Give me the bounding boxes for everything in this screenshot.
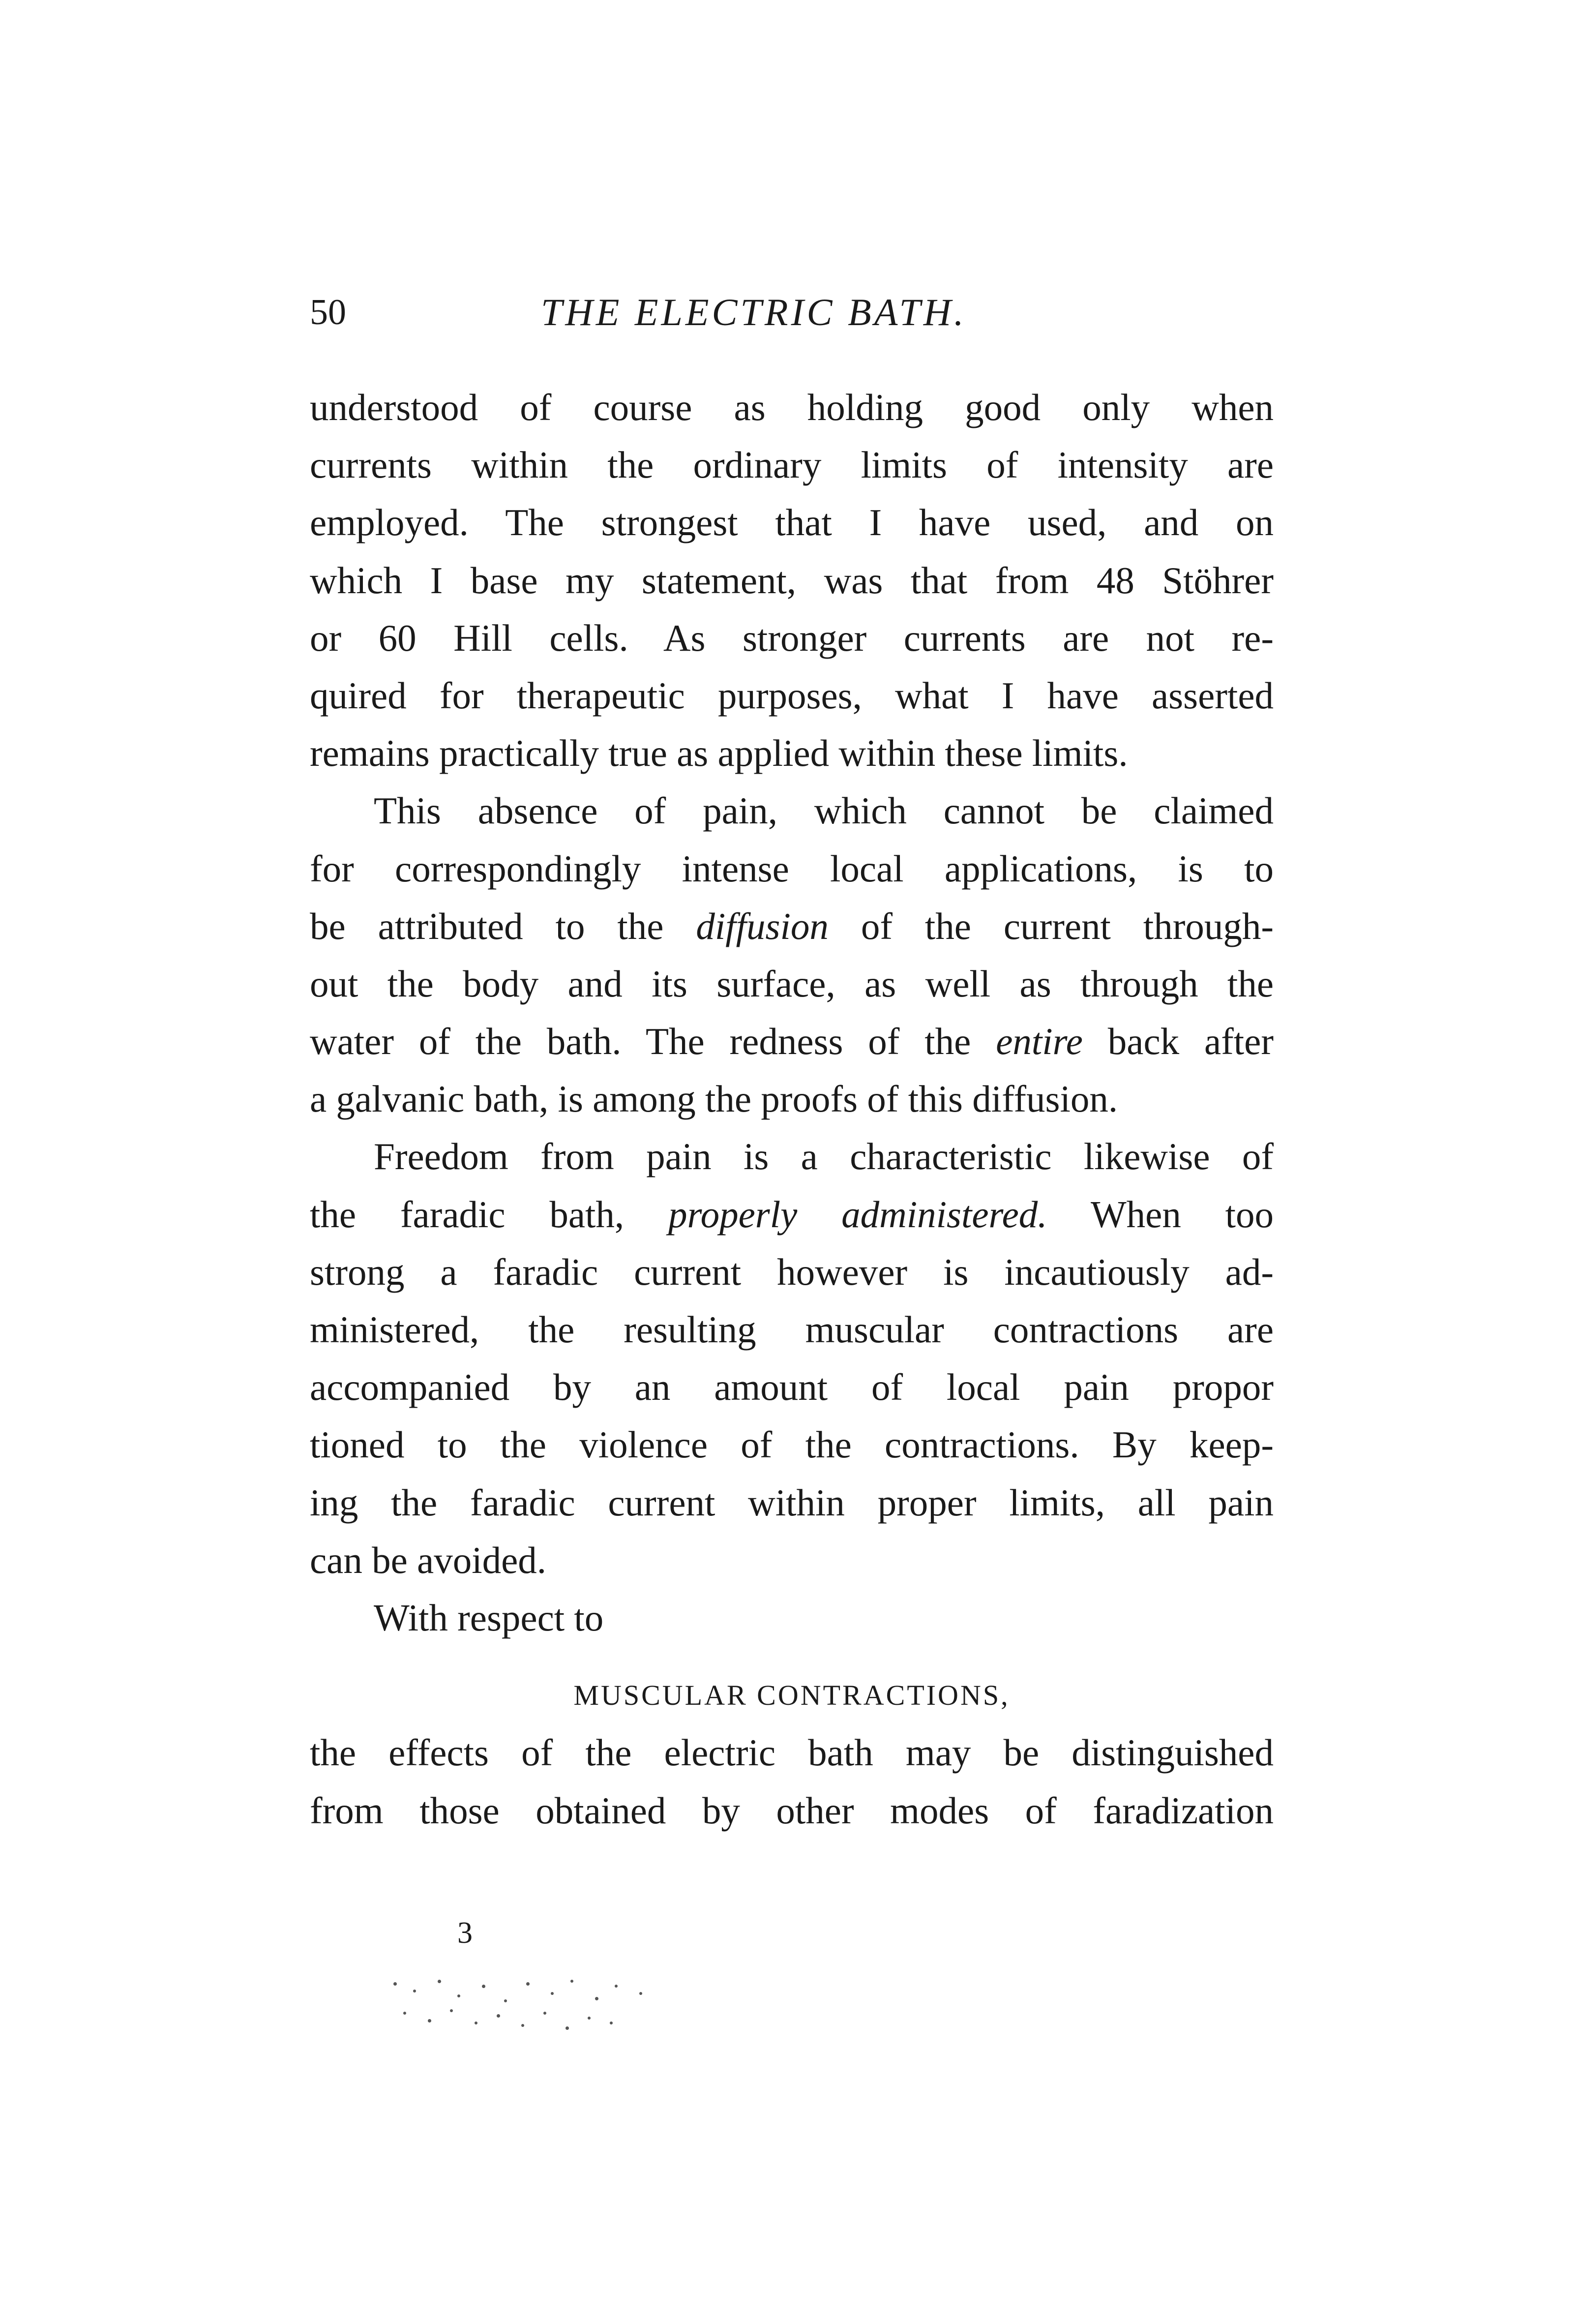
emphasis-text: properly administered.	[668, 1193, 1047, 1236]
text-line: which I base my statement, was that from 48 Stöhrer	[310, 559, 1274, 602]
text-line: remains practically true as applied within these limits.	[310, 732, 1128, 775]
running-title: THE ELECTRIC BATH.	[541, 291, 967, 333]
text-line: the effects of the electric bath may be distinguished	[310, 1731, 1274, 1774]
text-line: strong a faradic current however is incautiously ad-	[310, 1250, 1274, 1293]
text-line: can be avoided.	[310, 1539, 547, 1581]
text-line: out the body and its surface, as well as through the	[310, 962, 1274, 1005]
section-heading: MUSCULAR CONTRACTIONS,	[573, 1679, 1010, 1712]
page-header	[310, 283, 1293, 342]
text-line: This absence of pain, which cannot be claimed	[374, 789, 1274, 832]
text-line: ministered, the resulting muscular contractions are	[310, 1308, 1274, 1351]
body-text	[310, 379, 1274, 1840]
text-segment: back after	[1082, 1020, 1274, 1063]
text-line: or 60 Hill cells. As stronger currents are not re-	[310, 616, 1274, 659]
page-number: 50	[310, 292, 346, 332]
text-line	[310, 898, 1274, 955]
text-line: quired for therapeutic purposes, what I have asserted	[310, 674, 1274, 717]
signature-mark: 3	[457, 1916, 473, 1950]
emphasis-text: entire	[996, 1020, 1083, 1063]
library-stamp-mark	[384, 1972, 728, 2046]
text-line: currents within the ordinary limits of intensity are	[310, 444, 1274, 486]
text-line: for correspondingly intense local applications, is to	[310, 847, 1274, 890]
text-line	[310, 1186, 1274, 1243]
text-line: With respect to	[374, 1596, 604, 1639]
text-line: tioned to the violence of the contractions. By keep-	[310, 1423, 1274, 1466]
text-segment: When too	[1047, 1193, 1274, 1236]
text-line: accompanied by an amount of local pain propor	[310, 1366, 1274, 1409]
text-line: from those obtained by other modes of faradization	[310, 1789, 1274, 1832]
text-segment: water of the bath. The redness of the	[310, 1020, 996, 1063]
text-line: ing the faradic current within proper limits, all pain	[310, 1481, 1274, 1524]
text-line	[310, 1013, 1274, 1070]
text-line: understood of course as holding good only when	[310, 386, 1274, 428]
text-line: a galvanic bath, is among the proofs of this diffusion.	[310, 1078, 1118, 1120]
text-segment: be attributed to the	[310, 905, 696, 947]
text-line: employed. The strongest that I have used, and on	[310, 501, 1274, 544]
emphasis-text: diffusion	[696, 905, 829, 947]
text-line: Freedom from pain is a characteristic likewise of	[374, 1135, 1274, 1178]
text-segment: of the current through-	[828, 905, 1274, 947]
text-segment: the faradic bath,	[310, 1193, 668, 1236]
